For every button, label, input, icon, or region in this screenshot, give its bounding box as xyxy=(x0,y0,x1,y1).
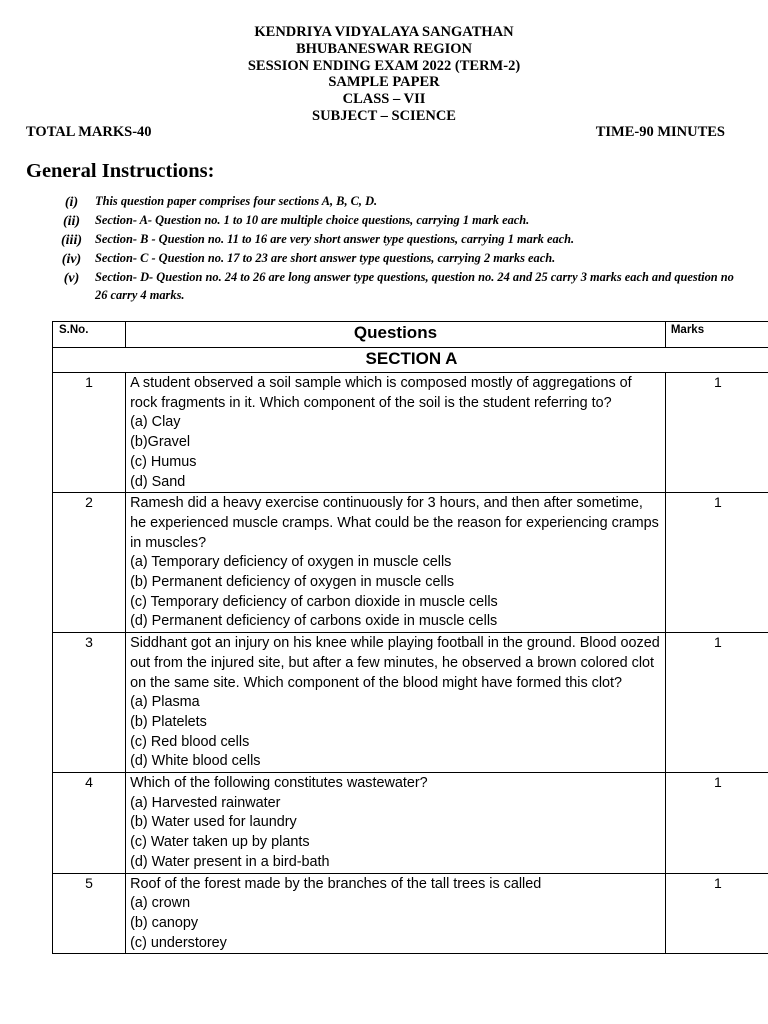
answer-option: (b) Permanent deficiency of oxygen in muscle cells xyxy=(130,574,455,591)
answer-option: (a) Harvested rainwater xyxy=(130,794,281,811)
question-number: 4 xyxy=(53,773,126,874)
answer-option: (d) White blood cells xyxy=(130,753,261,770)
question-marks: 1 xyxy=(665,373,768,493)
question-text: Roof of the forest made by the branches of the tall trees is called xyxy=(130,875,542,892)
header-line-subject: SUBJECT – SCIENCE xyxy=(312,107,456,124)
section-row xyxy=(53,348,768,373)
answer-option: (c) Humus xyxy=(130,453,197,470)
instruction-number: (ii) xyxy=(62,213,81,229)
table-row xyxy=(53,493,768,633)
question-rows xyxy=(53,373,768,954)
instruction-number: (v) xyxy=(63,270,80,286)
answer-option: (c) Red blood cells xyxy=(130,733,250,750)
question-marks: 1 xyxy=(665,873,768,954)
instruction-number: (iv) xyxy=(61,251,82,267)
instruction-item xyxy=(48,231,748,250)
question-cell xyxy=(126,873,666,954)
col-header-marks: Marks xyxy=(665,322,768,348)
header-line-org: KENDRIYA VIDYALAYA SANGATHAN xyxy=(254,24,514,40)
instruction-item xyxy=(48,250,748,269)
question-number: 1 xyxy=(53,373,126,493)
section-a-label: SECTION A xyxy=(53,348,768,373)
question-marks: 1 xyxy=(665,773,768,874)
answer-option: (d) Water present in a bird-bath xyxy=(130,853,330,870)
question-text: Siddhant got an injury on his knee while playing football in the ground. Blood oozed out from the injured site, but after a few minutes, he observed a brown colored clot on the same site. Which component of the blood might have formed this clot? xyxy=(130,635,660,691)
question-cell xyxy=(126,373,666,493)
col-header-questions: Questions xyxy=(126,322,666,348)
table-header-row xyxy=(53,322,768,348)
question-number: 2 xyxy=(53,493,126,633)
instruction-item xyxy=(48,212,748,231)
question-text: A student observed a soil sample which is composed mostly of aggregations of rock fragments in it. Which component of the soil is the student referring to? xyxy=(130,375,632,411)
question-cell xyxy=(126,773,666,874)
instruction-text: Section- A- Question no. 1 to 10 are multiple choice questions, carrying 1 mark each. xyxy=(95,212,530,227)
instruction-item xyxy=(48,193,748,212)
header-line-exam: SESSION ENDING EXAM 2022 (TERM-2) xyxy=(247,57,521,74)
table-row xyxy=(53,633,768,773)
col-header-sno: S.No. xyxy=(53,322,126,348)
question-number: 3 xyxy=(53,633,126,773)
question-cell xyxy=(126,493,666,633)
instructions-list xyxy=(48,193,748,304)
instruction-text: Section- D- Question no. 24 to 26 are long answer type questions, question no. 24 and 25 carry 3 marks each and question no 26 carry 4 marks. xyxy=(95,269,734,302)
answer-option: (a) crown xyxy=(130,895,191,912)
answer-option: (d) Permanent deficiency of carbons oxide in muscle cells xyxy=(130,613,498,630)
table-row xyxy=(53,373,768,493)
instruction-text: Section- B - Question no. 11 to 16 are very short answer type questions, carrying 1 mark each. xyxy=(95,231,575,246)
answer-option: (d) Sand xyxy=(130,473,186,490)
exam-header xyxy=(0,24,768,125)
table-row xyxy=(53,873,768,954)
total-marks: TOTAL MARKS-40 xyxy=(26,124,152,140)
question-marks: 1 xyxy=(665,633,768,773)
time-allowed: TIME-90 MINUTES xyxy=(595,124,725,140)
question-cell xyxy=(126,633,666,773)
answer-option: (a) Temporary deficiency of oxygen in muscle cells xyxy=(130,554,452,571)
answer-option: (b) canopy xyxy=(130,914,199,931)
instructions-title: General Instructions: xyxy=(26,160,215,182)
instruction-text: This question paper comprises four sections A, B, C, D. xyxy=(95,194,378,208)
answer-option: (c) Water taken up by plants xyxy=(130,834,310,851)
question-marks: 1 xyxy=(665,493,768,633)
question-text: Ramesh did a heavy exercise continuously for 3 hours, and then after sometime, he experienced muscle cramps. What could be the reason for experiencing cramps in muscles? xyxy=(130,495,659,551)
answer-option: (b) Water used for laundry xyxy=(130,814,297,831)
answer-option: (a) Clay xyxy=(130,414,181,431)
table-row xyxy=(53,773,768,874)
answer-option: (b) Platelets xyxy=(130,713,207,730)
instruction-number: (iii) xyxy=(61,232,82,248)
answer-option: (c) understorey xyxy=(130,934,227,951)
answer-option: (c) Temporary deficiency of carbon dioxide in muscle cells xyxy=(130,593,498,610)
answer-option: (b)Gravel xyxy=(130,434,191,451)
header-line-region: BHUBANESWAR REGION xyxy=(295,40,473,57)
instruction-number: (i) xyxy=(64,195,79,210)
question-number: 5 xyxy=(53,873,126,954)
answer-option: (a) Plasma xyxy=(130,694,200,711)
question-table xyxy=(52,321,768,954)
header-line-class: CLASS – VII xyxy=(342,91,426,108)
question-text: Which of the following constitutes wastewater? xyxy=(130,775,428,792)
instruction-item xyxy=(48,269,748,305)
instruction-text: Section- C - Question no. 17 to 23 are short answer type questions, carrying 2 marks each. xyxy=(95,250,556,265)
header-line-paper: SAMPLE PAPER xyxy=(328,74,440,91)
